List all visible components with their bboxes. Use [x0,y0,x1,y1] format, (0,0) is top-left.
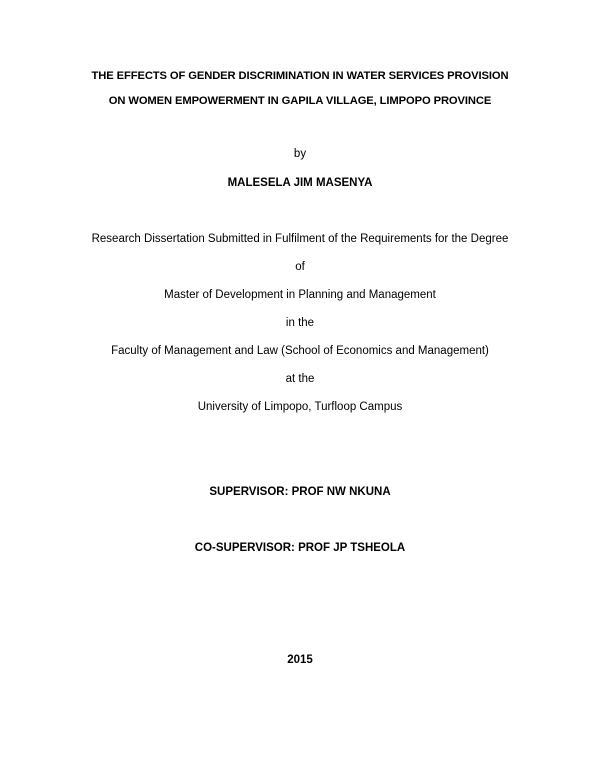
faculty-name: Faculty of Management and Law (School of Economics and Management) [111,345,489,357]
by-label: by [293,148,307,160]
of-label: of [295,261,305,273]
at-the-label: at the [285,373,315,385]
author-name: MALESELA JIM MASENYA [227,177,373,189]
co-supervisor: CO-SUPERVISOR: PROF JP TSHEOLA [194,542,406,554]
supervisor: SUPERVISOR: PROF NW NKUNA [209,486,391,498]
thesis-title-line-2: ON WOMEN EMPOWERMENT IN GAPILA VILLAGE, LIMPOPO PROVINCE [108,95,492,107]
year: 2015 [287,654,313,666]
in-the-label: in the [285,317,315,329]
degree-name: Master of Development in Planning and Management [164,289,436,301]
thesis-title-line-1: THE EFFECTS OF GENDER DISCRIMINATION IN WATER SERVICES PROVISION [91,70,509,82]
submission-statement: Research Dissertation Submitted in Fulfilment of the Requirements for the Degree [91,233,509,245]
university-name: University of Limpopo, Turfloop Campus [197,401,403,413]
